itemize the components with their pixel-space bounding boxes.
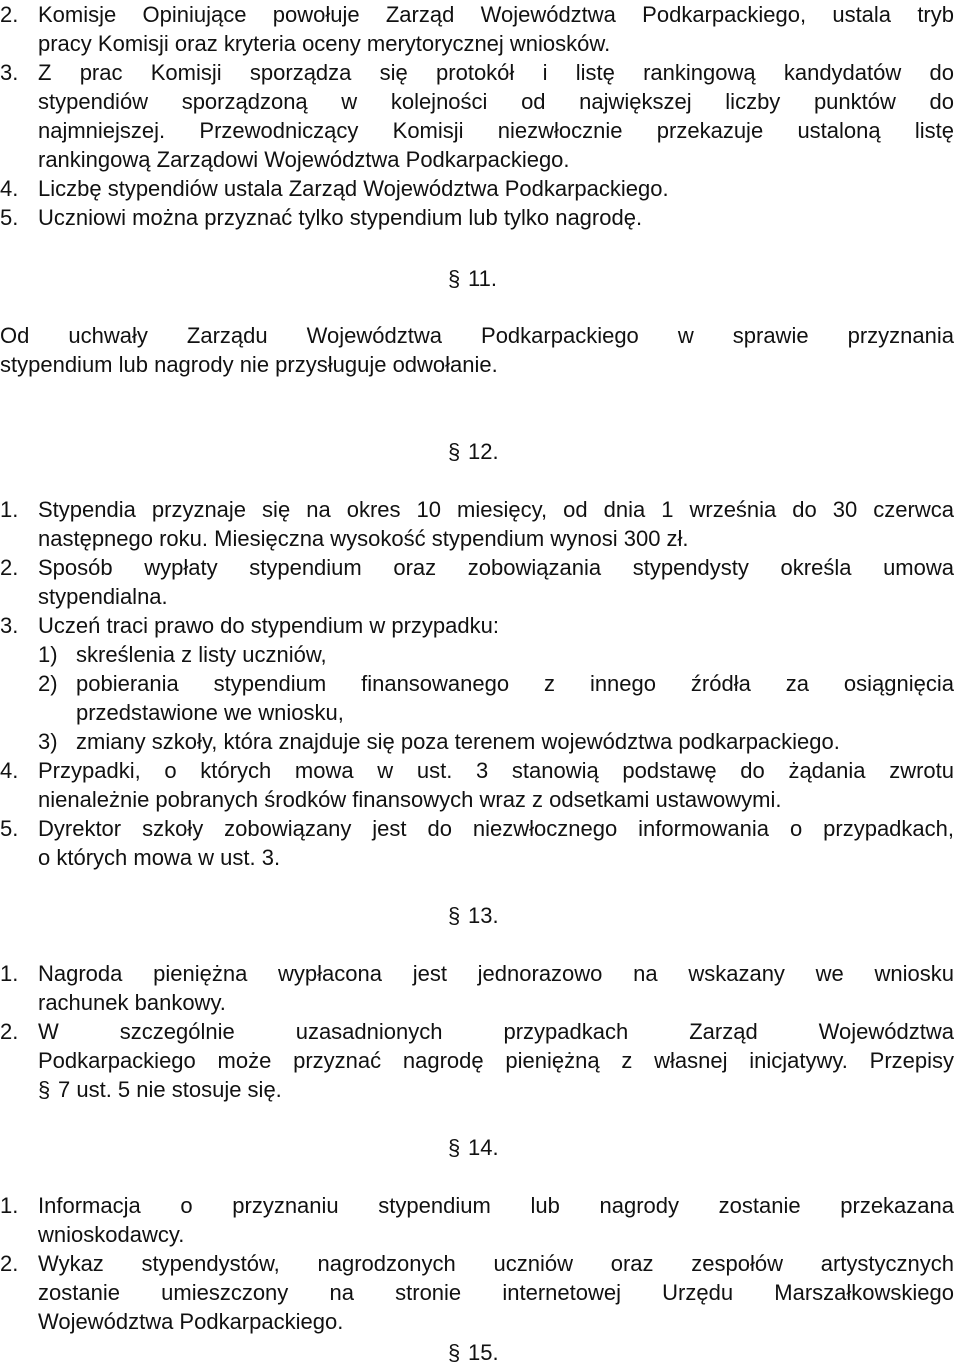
item-number: 4. [0, 758, 19, 783]
section-heading-15 [0, 1338, 960, 1367]
item-number: 3. [0, 613, 19, 638]
paragraph-text: Wykaz stypendystów, nagrodzonych uczniów oraz zespołów artystycznych [38, 1251, 954, 1276]
paragraph-text: rachunek bankowy. [38, 990, 226, 1015]
paragraph-text: zostanie umieszczony na stronie internetowej Urzędu Marszałkowskiego [38, 1280, 954, 1305]
item-number: 2. [0, 1251, 19, 1276]
sub-item-text: zmiany szkoły, która znajduje się poza terenem województwa podkarpackiego. [76, 729, 840, 754]
paragraph-text: Województwa Podkarpackiego. [38, 1309, 344, 1334]
sub-item-text: pobierania stypendium finansowanego z innego źródła za osiągnięcia [76, 671, 954, 696]
paragraph-text: Podkarpackiego może przyznać nagrodę pieniężną z własnej inicjatywy. Przepisy [38, 1048, 954, 1073]
section-number: 11. [468, 266, 497, 291]
section-number: 14. [468, 1135, 499, 1160]
paragraph-text: Komisje Opiniujące powołuje Zarząd Województwa Podkarpackiego, ustala tryb [38, 2, 954, 27]
paragraph-text: najmniejszej. Przewodniczący Komisji niezwłocznie przekazuje ustaloną listę [38, 118, 954, 143]
section-sign: § [448, 439, 461, 464]
item-number: 2. [0, 1019, 19, 1044]
section-number: 15. [468, 1340, 499, 1365]
section-sign: § [38, 1077, 51, 1102]
item-number: 4. [0, 176, 19, 201]
paragraph-text: wnioskodawcy. [38, 1222, 185, 1247]
item-number: 2. [0, 555, 19, 580]
sub-item-number: 2) [38, 671, 58, 696]
section-heading-13 [0, 901, 960, 930]
paragraph-text: Informacja o przyznaniu stypendium lub nagrody zostanie przekazana [38, 1193, 954, 1218]
sub-item-number: 3) [38, 729, 58, 754]
sub-item-text: przedstawione we wniosku, [76, 700, 344, 725]
item-number: 1. [0, 961, 19, 986]
paragraph-text: Uczniowi można przyznać tylko stypendium lub tylko nagrodę. [38, 205, 643, 230]
paragraph-text: Sposób wypłaty stypendium oraz zobowiązania stypendysty określa umowa [38, 555, 954, 580]
paragraph-text: Z prac Komisji sporządza się protokół i listę rankingową kandydatów do [38, 60, 954, 85]
paragraph-text: Stypendia przyznaje się na okres 10 miesięcy, od dnia 1 września do 30 czerwca [38, 497, 954, 522]
section-heading-12 [0, 437, 960, 466]
section-sign: § [448, 903, 461, 928]
paragraph-text: Od uchwały Zarządu Województwa Podkarpackiego w sprawie przyznania [0, 323, 954, 348]
paragraph-text: W szczególnie uzasadnionych przypadkach Zarząd Województwa [38, 1019, 954, 1044]
section-heading-11 [0, 264, 960, 293]
section-heading-14 [0, 1133, 960, 1162]
paragraph-text: Dyrektor szkoły zobowiązany jest do niezwłocznego informowania o przypadkach, [38, 816, 954, 841]
section-number: 13. [468, 903, 499, 928]
item-number: 2. [0, 2, 19, 27]
paragraph-text: nienależnie pobranych środków finansowych wraz z odsetkami ustawowymi. [38, 787, 782, 812]
paragraph-text: o których mowa w ust. 3. [38, 845, 281, 870]
section-sign: § [448, 1135, 461, 1160]
paragraph-text: Uczeń traci prawo do stypendium w przypadku: [38, 613, 499, 638]
sub-item-number: 1) [38, 642, 58, 667]
item-number: 5. [0, 816, 19, 841]
paragraph-text: Nagroda pieniężna wypłacona jest jednorazowo na wskazany we wniosku [38, 961, 954, 986]
sub-item-text: skreślenia z listy uczniów, [76, 642, 327, 667]
paragraph-text: Przypadki, o których mowa w ust. 3 stanowią podstawę do żądania zwrotu [38, 758, 954, 783]
paragraph-text: stypendiów sporządzoną w kolejności od największej liczby punktów do [38, 89, 954, 114]
item-number: 5. [0, 205, 19, 230]
paragraph-text: następnego roku. Miesięczna wysokość stypendium wynosi 300 zł. [38, 526, 689, 551]
paragraph-text: stypendium lub nagrody nie przysługuje odwołanie. [0, 352, 498, 377]
item-number: 1. [0, 497, 19, 522]
section-number: 12. [468, 439, 499, 464]
paragraph-text: Liczbę stypendiów ustala Zarząd Województwa Podkarpackiego. [38, 176, 669, 201]
item-number: 3. [0, 60, 19, 85]
paragraph-text: 7 ust. 5 nie stosuje się. [58, 1077, 282, 1102]
paragraph-text: pracy Komisji oraz kryteria oceny merytorycznej wniosków. [38, 31, 611, 56]
paragraph-text: stypendialna. [38, 584, 168, 609]
item-number: 1. [0, 1193, 19, 1218]
section-sign: § [448, 266, 461, 291]
paragraph-text: rankingową Zarządowi Województwa Podkarpackiego. [38, 147, 570, 172]
section-sign: § [448, 1340, 461, 1365]
